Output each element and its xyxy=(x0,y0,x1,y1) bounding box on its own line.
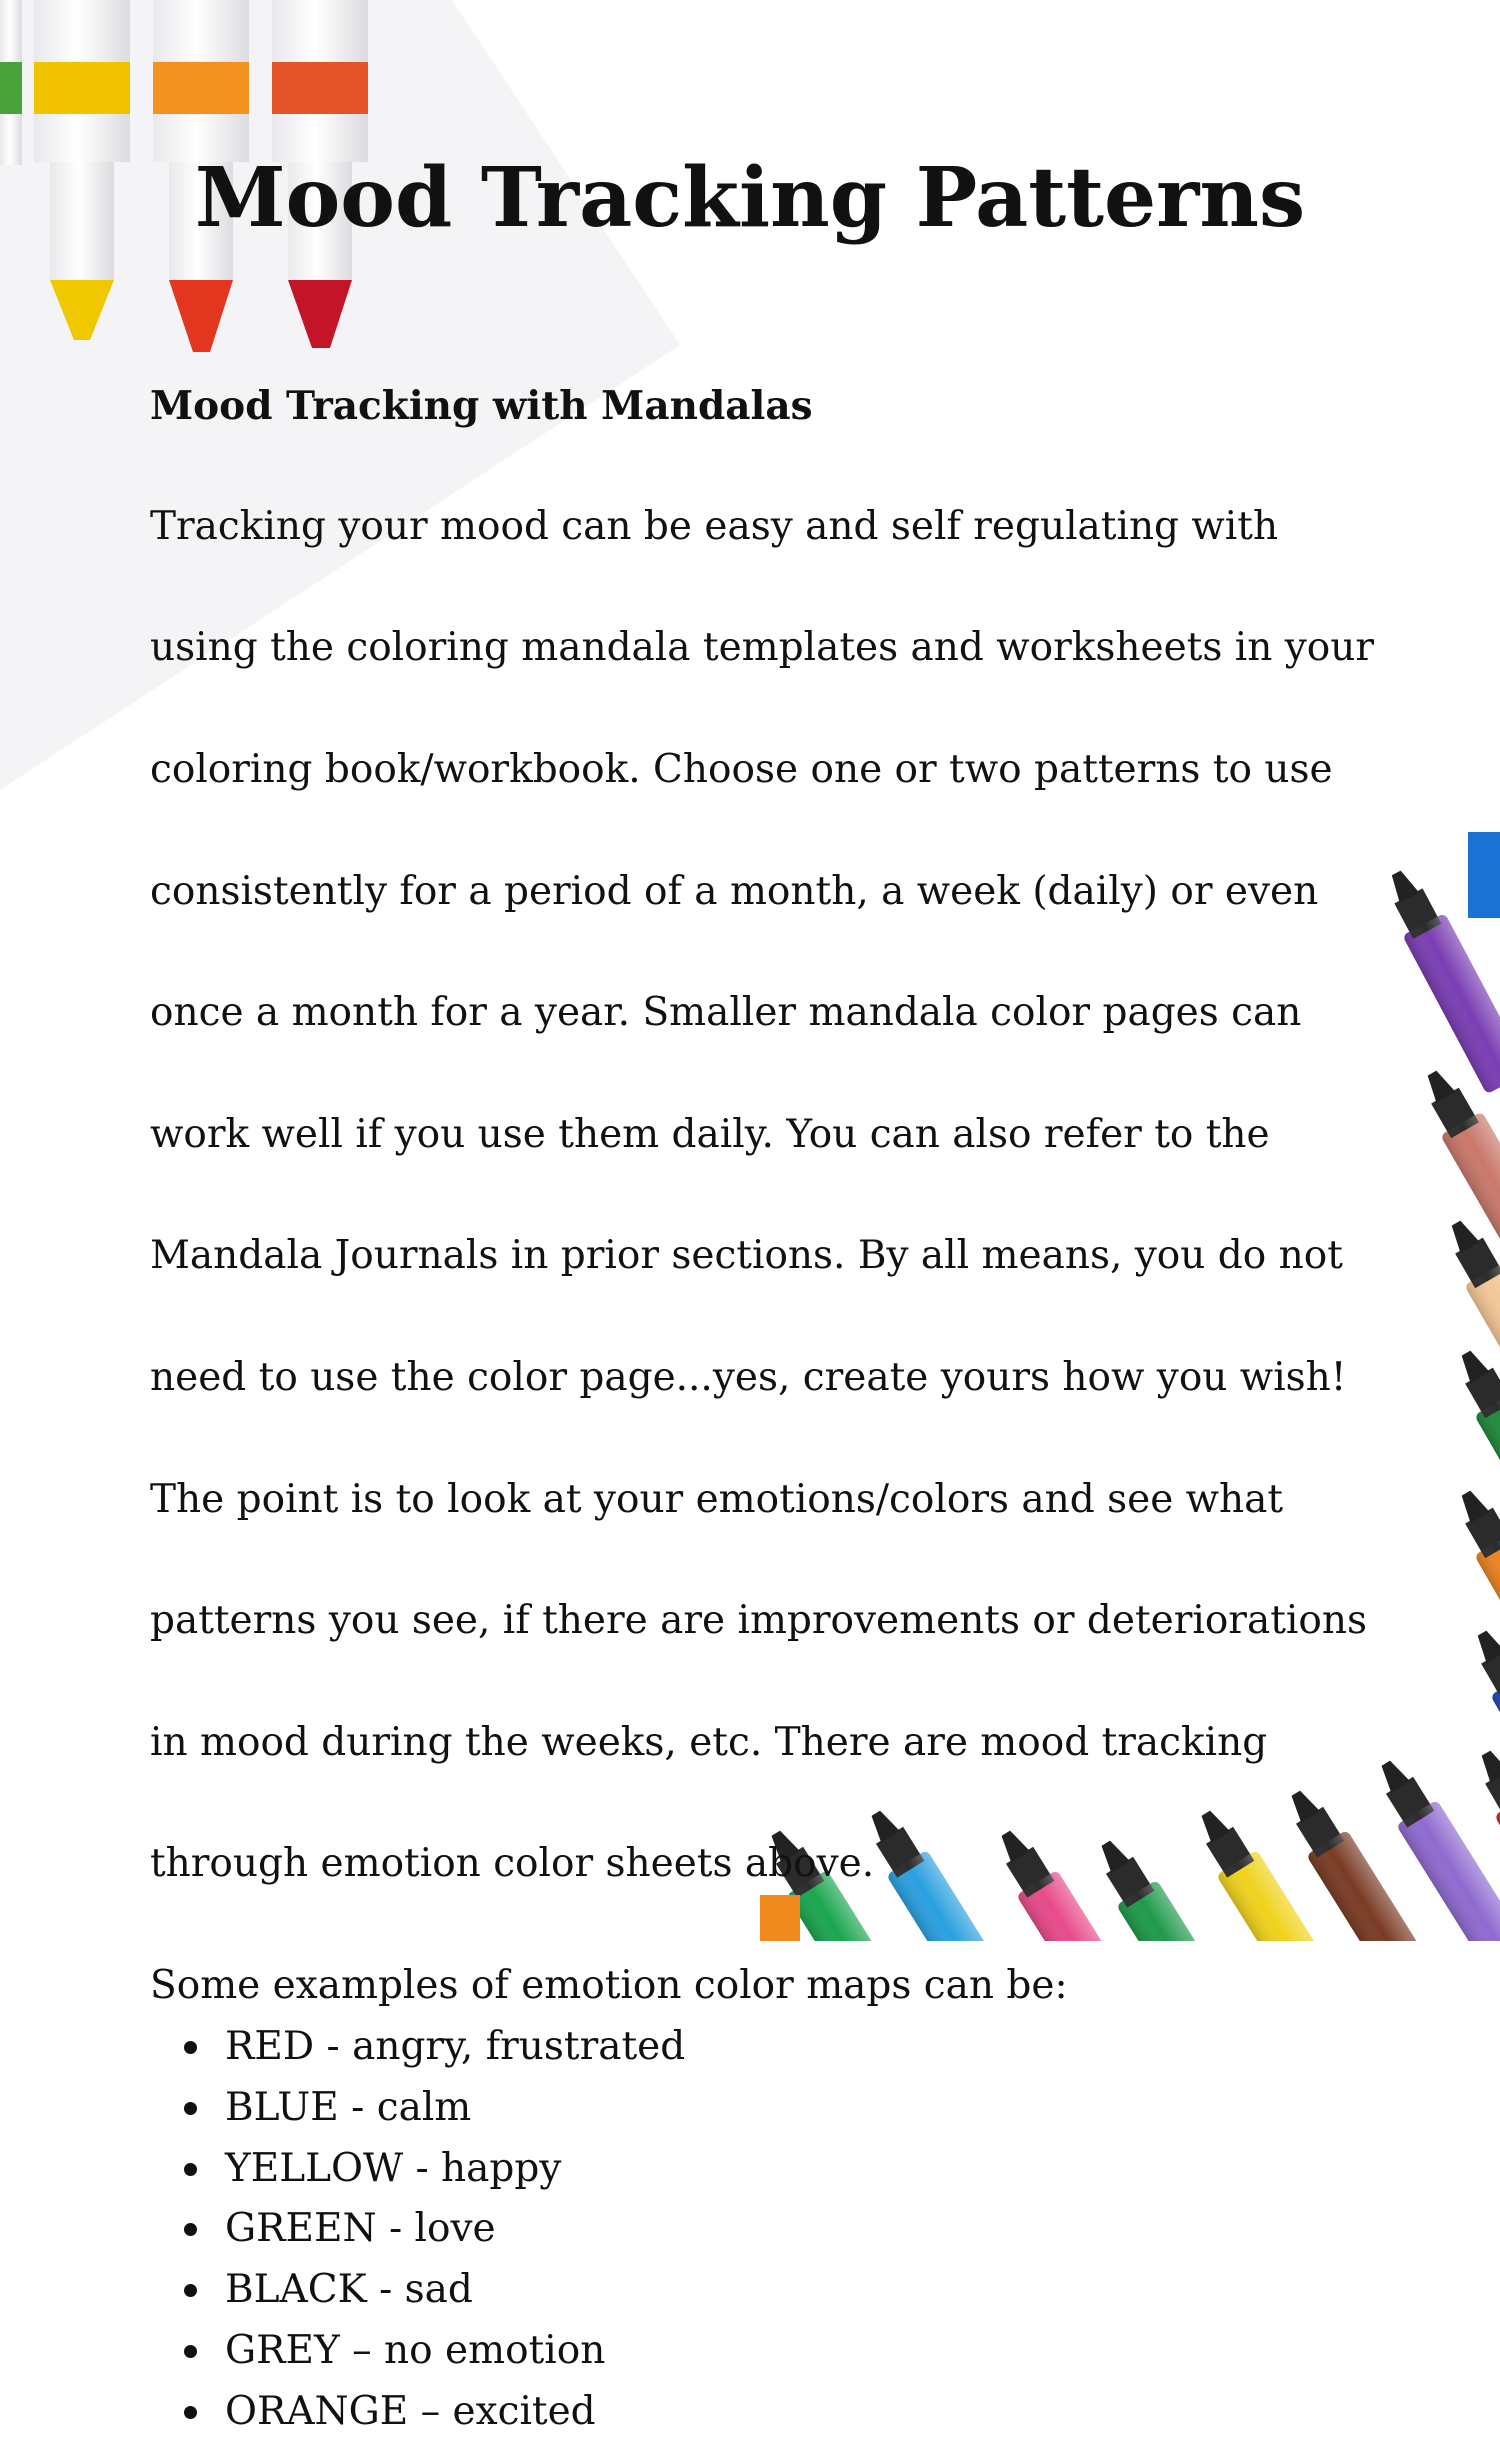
section-heading: Mood Tracking with Mandalas xyxy=(150,383,813,429)
body-line: Tracking your mood can be easy and self regulating with xyxy=(150,503,1279,549)
list-item-text: ORANGE – excited xyxy=(225,2388,596,2434)
list-item-text: BLUE - calm xyxy=(225,2084,472,2130)
page-title: Mood Tracking Patterns xyxy=(194,150,1306,246)
body-line: in mood during the weeks, etc. There are mood tracking xyxy=(150,1719,1268,1765)
body-line: coloring book/workbook. Choose one or two patterns to use xyxy=(150,746,1333,792)
list-item xyxy=(150,2321,1390,2382)
bullet-icon xyxy=(184,2163,197,2176)
list-item-text: GREEN - love xyxy=(225,2206,496,2252)
body-line: through emotion color sheets above. xyxy=(150,1841,875,1887)
body-line: patterns you see, if there are improvements or deteriorations xyxy=(150,1598,1367,1644)
body-line: using the coloring mandala templates and worksheets in your xyxy=(150,625,1375,671)
list-item xyxy=(150,2078,1390,2139)
body-line: work well if you use them daily. You can also refer to the xyxy=(150,1111,1270,1157)
list-item-text: BLACK - sad xyxy=(225,2267,473,2313)
list-item xyxy=(150,2260,1390,2321)
bullet-icon xyxy=(184,2345,197,2358)
list-item-text: RED - angry, frustrated xyxy=(225,2023,686,2069)
body-paragraph xyxy=(150,436,1390,1895)
body-line: Mandala Journals in prior sections. By all means, you do not xyxy=(150,1233,1343,1279)
list-item xyxy=(150,2017,1390,2078)
mood-tracking-section xyxy=(150,376,1390,2443)
list-item xyxy=(150,2199,1390,2260)
body-line: The point is to look at your emotions/colors and see what xyxy=(150,1476,1284,1522)
list-item xyxy=(150,2139,1390,2200)
bullet-icon xyxy=(184,2284,197,2297)
bullet-icon xyxy=(184,2102,197,2115)
list-item xyxy=(150,2382,1390,2443)
bullet-icon xyxy=(184,2041,197,2054)
bullet-icon xyxy=(184,2406,197,2419)
color-map-intro: Some examples of emotion color maps can be: xyxy=(150,1963,1068,2009)
list-item-text: GREY – no emotion xyxy=(225,2327,606,2373)
emotion-color-list xyxy=(150,2017,1390,2443)
list-item-text: YELLOW - happy xyxy=(225,2145,562,2191)
bullet-icon xyxy=(184,2223,197,2236)
body-line: once a month for a year. Smaller mandala color pages can xyxy=(150,990,1302,1036)
body-line: need to use the color page...yes, create yours how you wish! xyxy=(150,1354,1347,1400)
body-line: consistently for a period of a month, a week (daily) or even xyxy=(150,868,1319,914)
